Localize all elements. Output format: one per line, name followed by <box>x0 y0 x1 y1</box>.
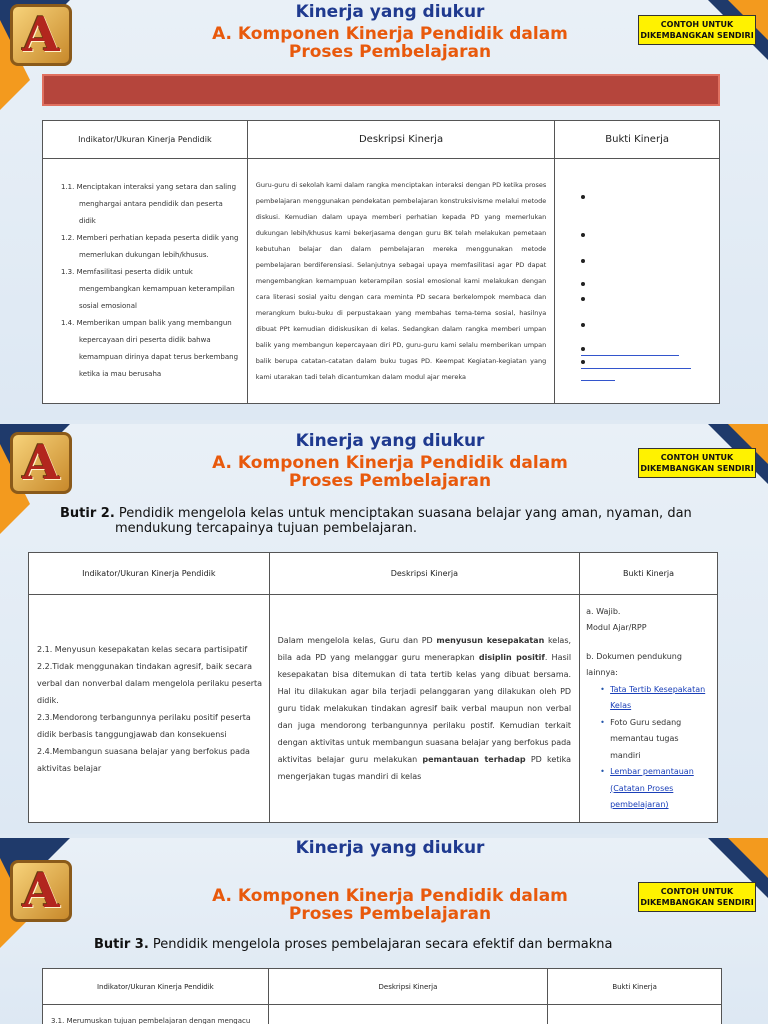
slide-3 <box>0 838 768 1024</box>
indikator-item: 1.3. Memfasilitasi peserta didik untuk mengembangkan kemampuan keterampilan sosial emosional <box>61 268 235 310</box>
bukti-wajib-item: Modul Ajar/RPP <box>586 623 647 632</box>
indikator-item: 1.4. Memberikan umpan balik yang membangun kepercayaan diri peserta didik bahwa kemampuan dirinya dapat terus berkembang ketika ia mau berusaha <box>61 319 239 378</box>
indikator-item: 1.2. Memberi perhatian kepada peserta didik yang memerlukan dukungan lebih/khusus. <box>61 234 239 259</box>
butir-heading: Butir 2. Pendidik mengelola kelas untuk menciptakan suasana belajar yang aman, nyaman, dan mendukung tercapainya tujuan pembelajaran. <box>60 506 692 536</box>
page-subtitle: A. Komponen Kinerja Pendidik dalam Proses Pembelajaran <box>212 886 568 924</box>
performance-table <box>28 552 718 823</box>
corner-decoration <box>728 838 768 878</box>
bullet-icon <box>581 347 585 351</box>
school-logo: A <box>10 432 72 494</box>
bukti-cell <box>580 595 718 823</box>
performance-table <box>42 120 720 404</box>
column-header-bukti: Bukti Kinerja <box>580 553 718 595</box>
page-title: Kinerja yang diukur <box>295 838 485 858</box>
bullet-icon <box>581 259 585 263</box>
indikator-cell <box>43 159 248 404</box>
column-header-indikator: Indikator/Ukuran Kinerja Pendidik <box>29 553 270 595</box>
red-header-bar <box>42 74 720 106</box>
column-header-deskripsi: Deskripsi Kinerja <box>247 121 554 159</box>
evidence-link[interactable] <box>581 355 679 356</box>
bullet-icon <box>581 297 585 301</box>
bukti-wajib-label: a. Wajib. <box>586 606 621 616</box>
deskripsi-text: Guru-guru di sekolah kami dalam rangka menciptakan interaksi dengan PD ketika proses pembelajaran menggunakan pendekatan pembelajaran konstruksivisme melalui metode diskusi. Kemudian dalam upaya memberi perhatian kepada PD yang memerlukan dukungan lebih/khusus kami bekerjasama dengan guru BK telah melakukan pemetaan kebutuhan belajar dan dalam pembelajaran mereka menggunakan metode pembelajaran berdiferensiasi. Selanjutnya sebagai upaya memfasilitasi agar PD dapat mengembangkan kemampuan keterampilan sosial emosional kami melakukan dengan cara literasi sosial yaitu dengan cara meminta PD secara berkelompok membaca dan merangkum buku-buku di perpustakaan yang membahas tema-tema sosial, hasilnya dibuat PPt kemudian didiskusikan di kelas. Sedangkan dalam rangka memberi umpan balik yang membangun kepercayaan diri PD, guru-guru kami selalu memberikan umpan balik berupa catatan-catatan dalam buku tugas PD. Keempat Kegiatan-kegiatan yang kami utarakan tadi telah dicantumkan dalam modul ajar mereka <box>255 181 547 381</box>
column-header-deskripsi: Deskripsi Kinerja <box>269 553 579 595</box>
bukti-item: • Foto Guru sedang memantau tugas mandiri <box>600 715 711 765</box>
bukti-cell <box>555 159 720 404</box>
indikator-item: 1.1. Menciptakan interaksi yang setara dan saling menghargai antara pendidik dan peserta didik <box>61 183 237 225</box>
slide-1 <box>0 0 768 420</box>
page-title: Kinerja yang diukur <box>295 2 485 22</box>
indikator-cell: 3.1. Merumuskan tujuan pembelajaran dengan mengacu <box>43 1005 269 1024</box>
example-badge: CONTOH UNTUK DIKEMBANGKAN SENDIRI <box>638 15 756 45</box>
bullet-icon <box>581 195 585 199</box>
bullet-icon <box>581 323 585 327</box>
indikator-item: 2.4.Membangun suasana belajar yang berfokus pada aktivitas belajar <box>37 746 250 773</box>
bullet-icon <box>581 360 585 364</box>
column-header-indikator: Indikator/Ukuran Kinerja Pendidik <box>43 121 248 159</box>
column-header-bukti: Bukti Kinerja <box>555 121 720 159</box>
indikator-item: 2.1. Menyusun kesepakatan kelas secara partisipatif <box>37 644 248 654</box>
example-badge: CONTOH UNTUK DIKEMBANGKAN SENDIRI <box>638 882 756 912</box>
column-header-deskripsi: Deskripsi Kinerja <box>268 969 548 1005</box>
indikator-cell <box>29 595 270 823</box>
page-title: Kinerja yang diukur <box>295 431 485 451</box>
page-subtitle: A. Komponen Kinerja Pendidik dalam Proses Pembelajaran <box>212 24 568 62</box>
deskripsi-cell <box>269 595 579 823</box>
performance-table <box>42 968 722 1024</box>
indikator-item: 2.2.Tidak menggunakan tindakan agresif, baik secara verbal dan nonverbal dalam mengelola perilaku peserta didik. <box>37 661 263 705</box>
butir-heading: Butir 3. Pendidik mengelola proses pembelajaran secara efektif dan bermakna <box>94 937 613 952</box>
column-header-indikator: Indikator/Ukuran Kinerja Pendidik <box>43 969 269 1005</box>
bukti-pendukung-label: b. Dokumen pendukung lainnya: <box>586 651 682 677</box>
indikator-item: 2.3.Mendorong terbangunnya perilaku positif peserta didik berbasis tanggungjawab dan konsekuensi <box>37 712 251 739</box>
slide-2 <box>0 424 768 834</box>
bullet-icon <box>581 233 585 237</box>
example-badge: CONTOH UNTUK DIKEMBANGKAN SENDIRI <box>638 448 756 478</box>
deskripsi-cell <box>268 1005 548 1024</box>
evidence-link[interactable]: • Lembar pemantauan (Catatan Proses pembelajaran) <box>600 764 711 814</box>
bukti-cell <box>548 1005 722 1024</box>
school-logo: A <box>10 4 72 66</box>
page-subtitle: A. Komponen Kinerja Pendidik dalam Proses Pembelajaran <box>212 453 568 491</box>
evidence-link[interactable] <box>581 368 691 369</box>
evidence-link[interactable]: • Tata Tertib Kesepakatan Kelas <box>600 682 711 715</box>
evidence-link[interactable] <box>581 380 615 381</box>
deskripsi-cell <box>247 159 554 404</box>
bullet-icon <box>581 282 585 286</box>
school-logo: A <box>10 860 72 922</box>
column-header-bukti: Bukti Kinerja <box>548 969 722 1005</box>
deskripsi-text: Dalam mengelola kelas, Guru dan PD menyusun kesepakatan kelas, bila ada PD yang melanggar guru menerapkan disiplin positif. Hasil kesepakatan bisa ditemukan di tata tertib kelas yang dibuat bersama. Hal itu dilakukan agar bila terjadi pelanggaran yang dilakukan oleh PD guru tidak melakukan tindakan agresif baik verbal maupun non verbal dan juga mendorong terbangunnya perilaku postif. Kemudian terkait dengan aktivitas untuk membangun suasana belajar yang berfokus pada aktivitas belajar guru melakukan pemantauan terhadap PD ketika mengerjakan tugas mandiri di kelas <box>277 636 572 781</box>
